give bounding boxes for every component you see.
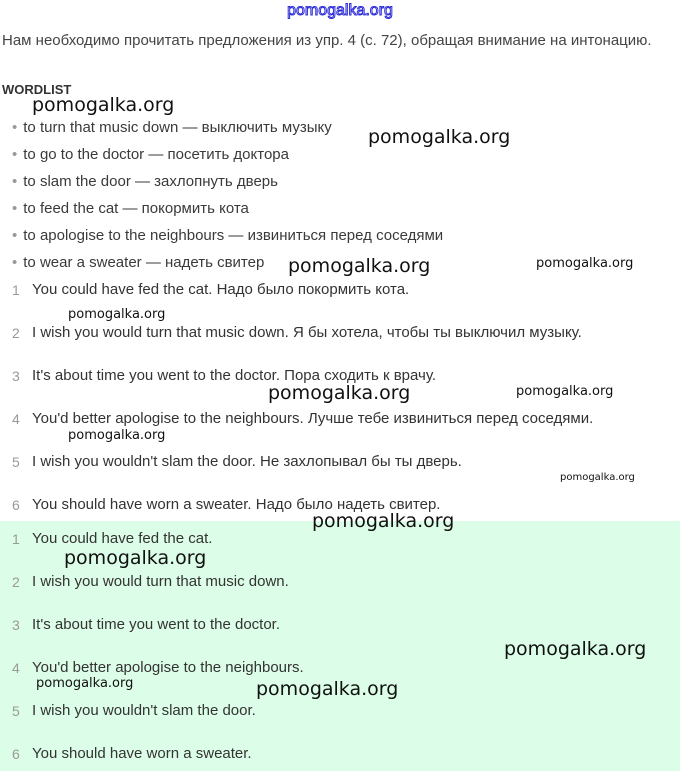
sentence-number: 6 — [12, 746, 20, 762]
intro-text: Нам необходимо прочитать предложения из упр. 4 (с. 72), обращая внимание на интонацию. — [2, 32, 652, 49]
bullet-icon: • — [12, 254, 18, 271]
wordlist-item — [12, 146, 289, 163]
sentence-number: 5 — [12, 703, 20, 719]
watermark: pomogalka.org — [504, 638, 647, 660]
sentence-number: 4 — [12, 660, 20, 676]
sentence-text: You could have fed the cat. — [32, 530, 213, 547]
sentence-number: 3 — [12, 368, 20, 384]
watermark: pomogalka.org — [288, 255, 431, 277]
bullet-icon: • — [12, 200, 18, 217]
sentence-text: I wish you wouldn't slam the door. — [32, 702, 256, 719]
sentence-text: You'd better apologise to the neighbours. — [32, 659, 304, 676]
wordlist-item-text: to slam the door — захлопнуть дверь — [23, 173, 278, 190]
watermark: pomogalka.org — [516, 384, 614, 399]
wordlist-item-text: to feed the cat — покормить кота — [23, 200, 249, 217]
sentence-number: 5 — [12, 454, 20, 470]
sentence-text: It's about time you went to the doctor. Пора сходить к врачу. — [32, 367, 437, 384]
wordlist-item — [12, 227, 443, 244]
bullet-icon: • — [12, 146, 18, 163]
sentence-text: I wish you would turn that music down. Я бы хотела, чтобы ты выключил музыку. — [32, 324, 582, 341]
watermark: pomogalka.org — [312, 510, 455, 532]
wordlist-item — [12, 200, 249, 217]
watermark: pomogalka.org — [560, 472, 635, 483]
wordlist-item-text: to go to the doctor — посетить доктора — [23, 146, 289, 163]
sentence-number: 4 — [12, 411, 20, 427]
watermark: pomogalka.org — [36, 676, 134, 691]
watermark: pomogalka.org — [256, 678, 399, 700]
sentence-text: I wish you wouldn't slam the door. Не захлопывал бы ты дверь. — [32, 453, 462, 470]
sentence-text: You should have worn a sweater. Надо было надеть свитер. — [32, 496, 441, 513]
bullet-icon: • — [12, 227, 18, 244]
sentence-number: 3 — [12, 617, 20, 633]
watermark: pomogalka.org — [268, 382, 411, 404]
sentence-number: 2 — [12, 325, 20, 341]
sentence-text: You could have fed the cat. Надо было покормить кота. — [32, 281, 410, 298]
watermark: pomogalka.org — [536, 256, 634, 271]
sentence-text: You'd better apologise to the neighbours. Лучше тебе извиниться перед соседями. — [32, 410, 594, 427]
watermark: pomogalka.org — [68, 428, 166, 443]
top-watermark: pomogalka.org — [287, 2, 393, 19]
bullet-icon: • — [12, 119, 18, 136]
sentence-text: I wish you would turn that music down. — [32, 573, 289, 590]
sentence-number: 1 — [12, 531, 20, 547]
wordlist-item — [12, 254, 264, 271]
sentence-text: It's about time you went to the doctor. — [32, 616, 281, 633]
wordlist-title: WORDLIST — [2, 82, 72, 97]
sentence-number: 2 — [12, 574, 20, 590]
sentence-text: You should have worn a sweater. — [32, 745, 252, 762]
wordlist-item — [12, 119, 332, 136]
wordlist-item-text: to apologise to the neighbours — извиниться перед соседями — [23, 227, 444, 244]
bullet-icon: • — [12, 173, 18, 190]
wordlist-item-text: to wear a sweater — надеть свитер — [23, 254, 265, 271]
watermark: pomogalka.org — [64, 547, 207, 569]
sentence-number: 1 — [12, 282, 20, 298]
wordlist-item — [12, 173, 278, 190]
watermark: pomogalka.org — [68, 307, 166, 322]
watermark: pomogalka.org — [368, 126, 511, 148]
watermark: pomogalka.org — [32, 94, 175, 116]
wordlist-item-text: to turn that music down — выключить музыку — [23, 119, 332, 136]
sentence-number: 6 — [12, 497, 20, 513]
